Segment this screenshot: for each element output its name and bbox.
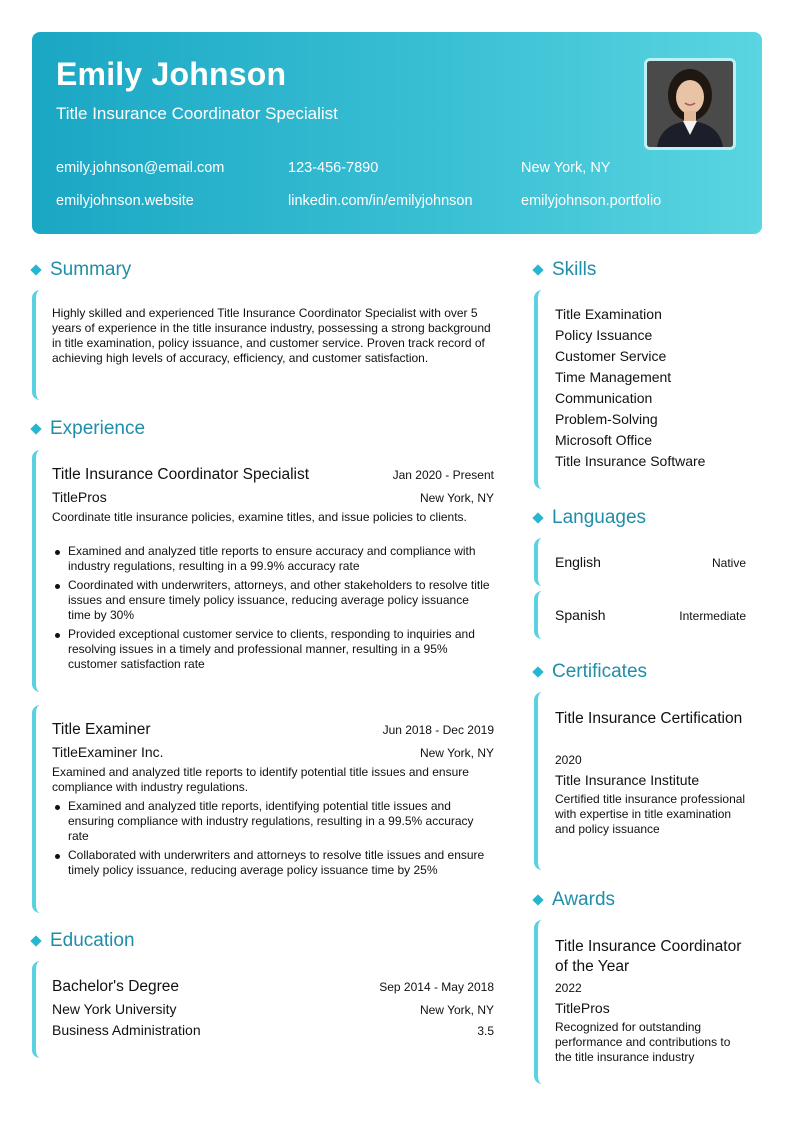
list-item: Examined and analyzed title reports to ensure accuracy and compliance with industry regulations, resulting in a 99.9% accuracy rate (52, 544, 492, 574)
award-year: 2022 (555, 981, 582, 995)
award-issuer: TitlePros (555, 1000, 610, 1016)
website-link[interactable]: emilyjohnson.website (56, 193, 194, 209)
awards-heading-label: Awards (552, 889, 616, 910)
job-description: Examined and analyzed title reports to identify potential title issues and ensure compliance with industry regulations. (52, 765, 469, 794)
linkedin-link[interactable]: linkedin.com/in/emilyjohnson (288, 193, 473, 209)
person-portrait-icon (647, 61, 733, 147)
profile-photo (644, 58, 736, 150)
summary-heading (30, 259, 131, 281)
job-company: TitlePros (52, 489, 107, 505)
job-dates: Jun 2018 - Dec 2019 (382, 723, 494, 737)
education-heading-label: Education (50, 930, 135, 951)
candidate-title: Title Insurance Coordinator Specialist (56, 104, 338, 123)
school-location: New York, NY (419, 1003, 494, 1017)
job-bullets (52, 799, 492, 882)
language-level: Native (711, 556, 746, 570)
skill-item: Communication (555, 390, 653, 406)
language-name: Spanish (555, 607, 606, 623)
summary-heading-label: Summary (50, 259, 132, 280)
list-item: Provided exceptional customer service to clients, responding to inquiries and resolving issues in a timely and professional manner, resulting in a 95% customer satisfaction rate (52, 627, 492, 672)
degree: Bachelor's Degree (52, 978, 180, 995)
diamond-icon (30, 264, 41, 275)
languages-heading (532, 507, 646, 529)
language-name: English (555, 554, 601, 570)
award-description: Recognized for outstanding performance and contributions to the title insurance industry (555, 1020, 731, 1064)
job-title: Title Examiner (52, 721, 151, 738)
skill-item: Customer Service (555, 348, 667, 364)
candidate-name: Emily Johnson (56, 56, 287, 92)
skill-item: Time Management (555, 369, 672, 385)
job-description: Coordinate title insurance policies, examine titles, and issue policies to clients. (52, 510, 467, 524)
diamond-icon (30, 935, 41, 946)
skill-item: Title Examination (555, 306, 662, 322)
location-text: New York, NY (521, 160, 611, 176)
job-location: New York, NY (419, 491, 494, 505)
skill-item: Problem-Solving (555, 411, 658, 427)
list-item: Collaborated with underwriters and attorneys to resolve title issues and ensure timely policy issuance, reducing average policy issuance time by 25% (52, 848, 492, 878)
certificate-description: Certified title insurance professional with expertise in title examination and policy issuance (555, 792, 746, 836)
phone-number[interactable]: 123-456-7890 (288, 160, 379, 176)
job-company: TitleExaminer Inc. (52, 744, 164, 760)
diamond-icon (532, 894, 543, 905)
job-bullets (52, 544, 492, 676)
school-name: New York University (52, 1001, 177, 1017)
education-dates: Sep 2014 - May 2018 (379, 980, 494, 994)
education-heading (30, 930, 135, 952)
job-title: Title Insurance Coordinator Specialist (52, 466, 310, 483)
email-link[interactable]: emily.johnson@email.com (56, 160, 225, 176)
award-name: Title Insurance Coordinator of the Year (555, 938, 742, 975)
gpa: 3.5 (477, 1024, 494, 1038)
diamond-icon (30, 423, 41, 434)
language-level: Intermediate (679, 609, 746, 623)
certificate-issuer: Title Insurance Institute (555, 772, 700, 788)
list-item: Coordinated with underwriters, attorneys, and other stakeholders to resolve title issues and ensure timely policy issuance, reducing average policy issuance time by 30% (52, 578, 492, 623)
experience-heading-label: Experience (50, 418, 146, 439)
skill-item: Title Insurance Software (555, 453, 706, 469)
diamond-icon (532, 264, 543, 275)
languages-heading-label: Languages (552, 507, 647, 528)
skill-item: Policy Issuance (555, 327, 653, 343)
portfolio-link[interactable]: emilyjohnson.portfolio (521, 193, 662, 209)
skill-item: Microsoft Office (555, 432, 652, 448)
certificates-heading-label: Certificates (552, 661, 648, 682)
field-of-study: Business Administration (52, 1022, 201, 1038)
summary-text: Highly skilled and experienced Title Insurance Coordinator Specialist with over 5 years of experience in the title insurance industry, possessing a strong background in title examination, policy issuance, and customer service. Proven track record of achieving high levels of accuracy, efficiency, and customer satisfaction. (52, 306, 491, 365)
job-location: New York, NY (419, 746, 494, 760)
job-dates: Jan 2020 - Present (392, 468, 494, 482)
certificates-heading (532, 661, 647, 683)
experience-heading (30, 418, 145, 440)
diamond-icon (532, 512, 543, 523)
resume-header (32, 32, 762, 234)
skills-heading-label: Skills (552, 259, 597, 280)
diamond-icon (532, 666, 543, 677)
certificate-year: 2020 (555, 753, 582, 767)
certificate-name: Title Insurance Certification (555, 710, 743, 727)
skills-heading (532, 259, 596, 281)
list-item: Examined and analyzed title reports, identifying potential title issues and ensuring compliance with industry regulations, resulting in a 99.5% accuracy rate (52, 799, 492, 844)
awards-heading (532, 889, 615, 911)
